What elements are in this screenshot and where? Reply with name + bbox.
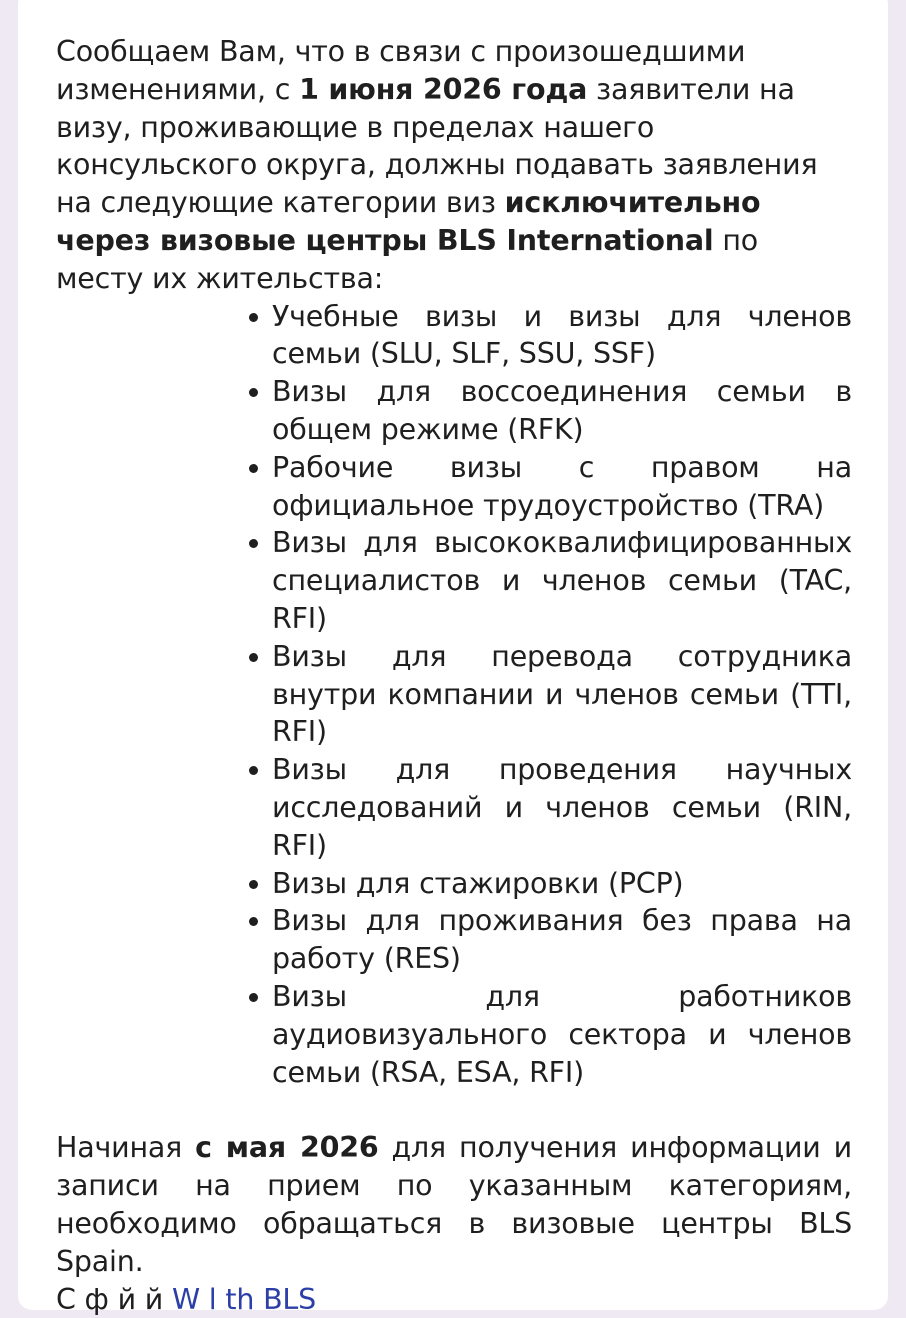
list-item: Визы для воссоединения семьи в общем режиме (RFK) (272, 373, 852, 449)
list-item: Визы для проведения научных исследований и членов семьи (RIN, RFI) (272, 751, 852, 864)
list-item: Рабочие визы с правом на официальное трудоустройство (TRA) (272, 449, 852, 525)
effective-date: 1 июня 2026 года (299, 73, 587, 106)
notice-text (56, 33, 852, 1318)
intro-part-2: заявители на визу, проживающие в пределах нашего консульского округа, должны подавать заявления на следующие категории виз (56, 73, 817, 219)
list-item: Визы для высококвалифицированных специалистов и членов семьи (TAC, RFI) (272, 524, 852, 637)
list-item: Визы для проживания без права на работу (RES) (272, 902, 852, 978)
cut-off-text: С ф й й (56, 1283, 172, 1316)
list-item: Визы для работников аудиовизуального сектора и членов семьи (RSA, ESA, RFI) (272, 978, 852, 1091)
start-date: с мая 2026 (195, 1131, 378, 1164)
list-item: Визы для стажировки (PCP) (272, 865, 852, 903)
website-link[interactable]: W l th BLS (172, 1283, 316, 1316)
contact-part-2: для получения информации и записи на прием по указанным категориям, необходимо обращаться в визовые центры BLS Spain. (56, 1131, 852, 1277)
contact-paragraph (56, 1129, 852, 1280)
intro-paragraph (56, 33, 852, 298)
bls-requirement: исключительно через визовые центры BLS International (56, 186, 760, 257)
contact-part-1: Начиная (56, 1131, 195, 1164)
intro-part-1: Сообщаем Вам, что в связи с произошедшими изменениями, с (56, 35, 745, 106)
visa-category-list (56, 298, 852, 1092)
list-item: Визы для перевода сотрудника внутри компании и членов семьи (TTI, RFI) (272, 638, 852, 751)
cut-off-line (56, 1281, 852, 1318)
intro-part-3: по месту их жительства: (56, 224, 758, 295)
list-item: Учебные визы и визы для членов семьи (SLU, SLF, SSU, SSF) (272, 298, 852, 374)
